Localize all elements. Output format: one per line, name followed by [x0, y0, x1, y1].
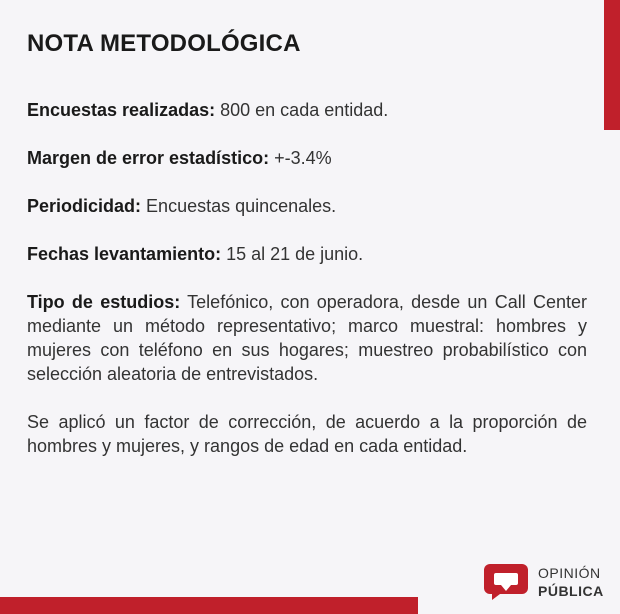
item-label: Periodicidad: — [27, 196, 142, 216]
logo-line-1: OPINIÓN — [538, 565, 601, 581]
item-encuestas — [27, 98, 587, 122]
correction-note: Se aplicó un factor de corrección, de acuerdo a la proporción de hombres y mujeres, y rangos de edad en cada entidad. — [27, 412, 587, 456]
speech-bubble-icon — [484, 564, 528, 600]
item-value: 800 en cada entidad. — [220, 100, 389, 120]
item-periodicidad — [27, 194, 587, 218]
item-label: Encuestas realizadas: — [27, 100, 216, 120]
item-label: Fechas levantamiento: — [27, 244, 222, 264]
logo-line-2: PÚBLICA — [538, 583, 604, 599]
page-title: NOTA METODOLÓGICA — [27, 30, 301, 57]
logo-wordmark — [538, 564, 604, 600]
item-value: +-3.4% — [274, 148, 332, 168]
item-label: Tipo de estudios: — [27, 292, 181, 312]
item-margen — [27, 146, 587, 170]
methodology-note — [27, 30, 587, 482]
item-value: Encuestas quincenales. — [146, 196, 337, 216]
opinion-publica-logo — [484, 562, 608, 602]
item-label: Margen de error estadístico: — [27, 148, 270, 168]
item-value: 15 al 21 de junio. — [226, 244, 364, 264]
bottom-accent-bar — [0, 597, 418, 614]
item-tipo-estudios — [27, 290, 587, 386]
item-fechas — [27, 242, 587, 266]
top-right-accent-bar — [604, 0, 620, 130]
item-value: Telefónico, con operadora, desde un Call Center mediante un método representativo; marco muestral: hombres y mujeres con teléfono en sus hogares; muestreo probabilístico con selección aleatoria de entrevistados. — [27, 292, 587, 384]
